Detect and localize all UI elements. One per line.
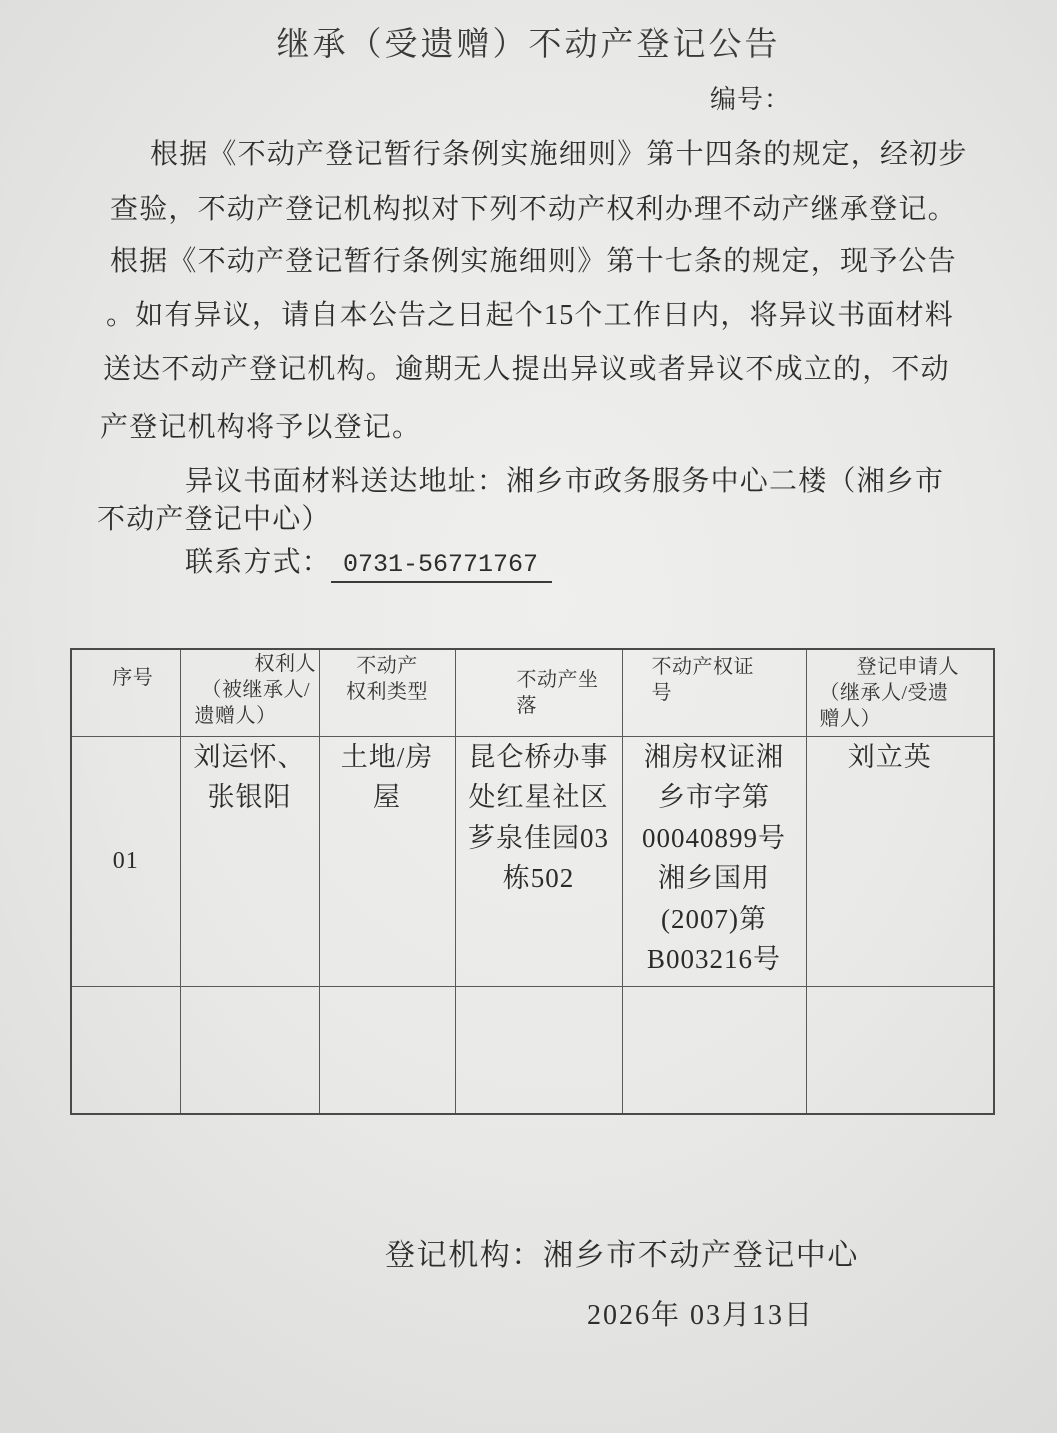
contact-line (185, 545, 552, 583)
cell-serial-number (71, 736, 180, 986)
empty-cell (806, 986, 994, 1114)
cell-line: B003216号 (646, 944, 781, 974)
empty-cell (455, 986, 622, 1114)
cell-right-type (319, 736, 455, 986)
header-right-type (319, 649, 455, 736)
address-line-1: 异议书面材料送达地址：湘乡市政务服务中心二楼（湘乡市 (185, 466, 945, 497)
header-line: 落 (516, 695, 537, 717)
cell-line: 土地/房 (340, 741, 434, 772)
header-line: 权利人 (254, 653, 316, 675)
registration-table (70, 648, 995, 1115)
cell-line: 湘乡国用 (658, 863, 770, 893)
table-row-empty (71, 986, 994, 1114)
header-line: 遗赠人） (194, 705, 277, 727)
document-number-label: 编号： (710, 85, 792, 114)
cell-line: 00040899号 (642, 822, 786, 853)
header-line: （被继承人/ (201, 679, 311, 701)
body-line-1: 根据《不动产登记暂行条例实施细则》第十四条的规定，经初步 (150, 139, 968, 170)
cell-line: (2007)第 (661, 903, 767, 934)
empty-cell (319, 986, 455, 1114)
table-row (71, 736, 994, 986)
body-line-5: 送达不动产登记机构。逾期无人提出异议或者异议不成立的，不动 (103, 354, 950, 385)
cell-right-holder (180, 736, 319, 986)
contact-label: 联系方式： (185, 547, 332, 578)
cell-line: 张银阳 (207, 782, 292, 812)
header-line: 权利类型 (346, 681, 428, 703)
cell-line: 芗泉佳园03 (468, 822, 609, 853)
cell-line: 处红星社区 (468, 782, 609, 812)
cell-line: 01 (112, 847, 139, 874)
header-line: （继承人/受遗 (819, 682, 949, 704)
header-certificate-number (622, 649, 806, 736)
notice-date: 2026年 03月13日 (587, 1300, 815, 1331)
cell-applicant (806, 736, 994, 986)
header-line: 序号 (112, 667, 154, 689)
body-line-4: 。如有异议，请自本公告之日起个15个工作日内，将异议书面材料 (106, 300, 955, 331)
cell-line: 乡市字第 (658, 782, 770, 812)
cell-line: 刘运怀、 (193, 741, 306, 772)
empty-cell (622, 986, 806, 1114)
body-line-3: 根据《不动产登记暂行条例实施细则》第十七条的规定，现予公告 (110, 246, 957, 277)
body-line-6: 产登记机构将予以登记。 (100, 412, 422, 443)
address-line-2: 不动产登记中心） (97, 504, 331, 535)
cell-line: 湘房权证湘 (644, 741, 784, 772)
cell-line: 栋502 (502, 863, 575, 893)
header-property-location (455, 649, 622, 736)
header-line: 登记申请人 (856, 656, 959, 678)
header-applicant (806, 649, 994, 736)
registration-authority: 登记机构：湘乡市不动产登记中心 (385, 1239, 859, 1272)
empty-cell (180, 986, 319, 1114)
header-line: 不动产 (356, 655, 418, 677)
body-line-2: 查验，不动产登记机构拟对下列不动产权利办理不动产继承登记。 (110, 194, 957, 225)
header-line: 号 (651, 682, 672, 704)
empty-cell (71, 986, 180, 1114)
header-line: 不动产权证 (651, 656, 754, 678)
cell-line: 屋 (373, 782, 401, 812)
table-header-row (71, 649, 994, 736)
page-title: 继承（受遗赠）不动产登记公告 (276, 27, 781, 63)
header-right-holder (180, 649, 319, 736)
contact-phone: 0731-56771767 (331, 550, 552, 583)
header-line: 赠人） (819, 708, 881, 730)
cell-property-location (455, 736, 622, 986)
cell-line: 刘立英 (847, 741, 932, 772)
cell-certificate-number (622, 736, 806, 986)
cell-line: 昆仑桥办事 (468, 741, 609, 772)
header-line: 不动产坐 (516, 669, 599, 691)
header-serial-number (71, 649, 180, 736)
